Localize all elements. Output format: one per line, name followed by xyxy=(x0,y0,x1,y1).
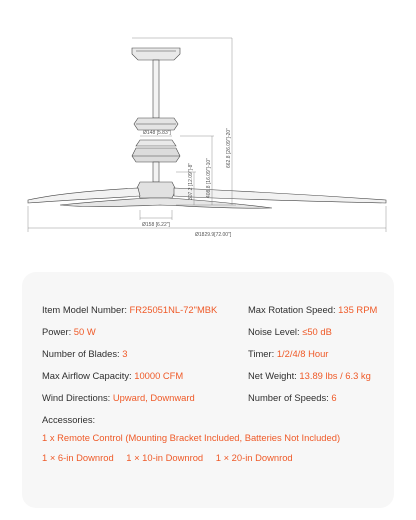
accessory-remote: 1 x Remote Control (Mounting Bracket Included, Batteries Not Included) xyxy=(42,432,341,443)
ceiling-mount xyxy=(132,48,180,60)
fan-diameter-label: Ø1829.9[72.00"] xyxy=(195,232,232,238)
accessory-downrod-20: 1 × 20-in Downrod xyxy=(215,452,293,463)
accessory-downrods xyxy=(42,452,303,464)
spec-timer: Timer: 1/2/4/8 Hour xyxy=(248,348,329,359)
accessory-downrod-6: 1 × 6-in Downrod xyxy=(42,452,114,463)
spec-airflow: Max Airflow Capacity: 10000 CFM xyxy=(42,370,184,381)
accessories-label: Accessories: xyxy=(42,414,96,425)
specifications-card xyxy=(22,272,394,508)
motor-cap xyxy=(136,140,176,146)
height-total-label: 662.8 [26.09"]-20" xyxy=(226,128,232,168)
spec-rotation: Max Rotation Speed: 135 RPM xyxy=(248,304,378,315)
height-mid-label: 408.8 [16.09"]-10" xyxy=(206,158,212,198)
downrod xyxy=(153,60,159,118)
fan-hub xyxy=(136,182,176,198)
accessory-downrod-10: 1 × 10-in Downrod xyxy=(126,452,204,463)
motor-housing xyxy=(132,148,180,162)
spec-model: Item Model Number: FR25051NL-72"MBK xyxy=(42,304,218,315)
height-short-label: 307.2 [12.09"]-8" xyxy=(188,162,194,200)
motor-diameter-label: Ø158 [6.22"] xyxy=(142,222,170,228)
canopy-diameter-label: Ø148 [5.83"] xyxy=(143,130,171,136)
fan-blade-front xyxy=(60,198,272,208)
spec-speeds: Number of Speeds: 6 xyxy=(248,392,337,403)
spec-blades: Number of Blades: 3 xyxy=(42,348,128,359)
spec-noise: Noise Level: ≤50 dB xyxy=(248,326,332,337)
spec-power: Power: 50 W xyxy=(42,326,96,337)
spec-weight: Net Weight: 13.89 lbs / 6.3 kg xyxy=(248,370,371,381)
spec-wind: Wind Directions: Upward, Downward xyxy=(42,392,195,403)
